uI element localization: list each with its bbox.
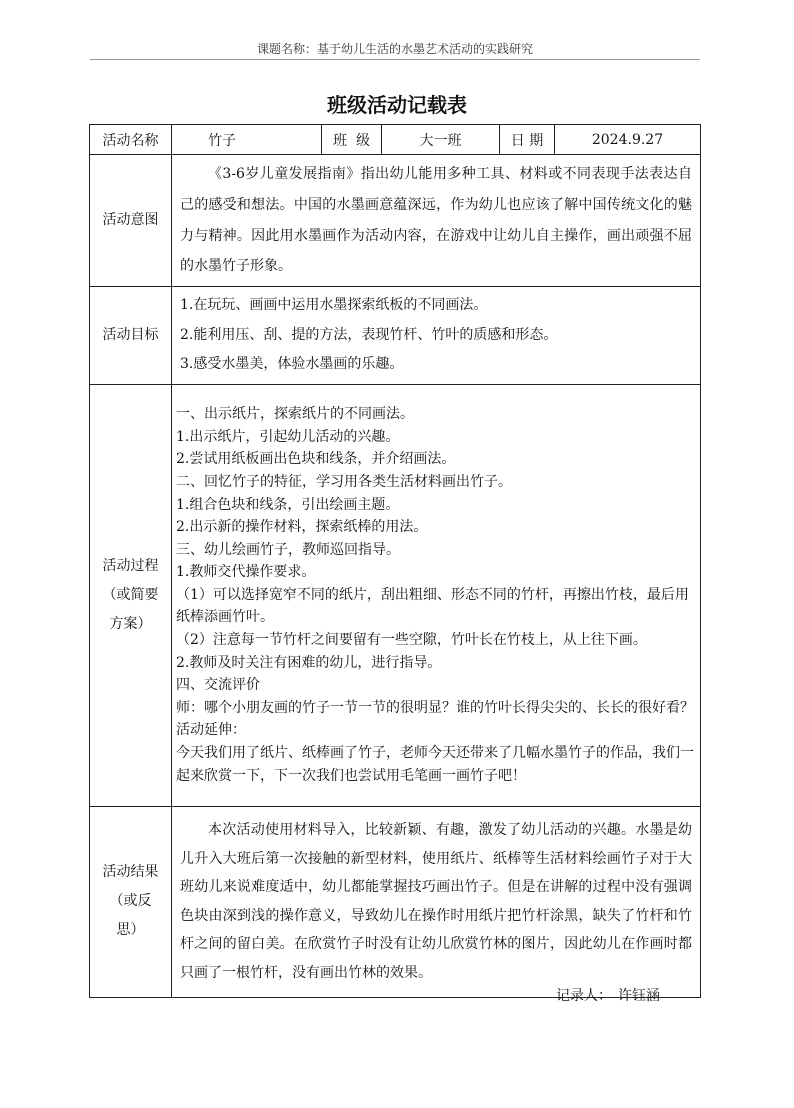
- intent-row: [90, 155, 701, 287]
- goals-label: 活动目标: [90, 287, 172, 385]
- process-line: 活动延伸：: [176, 722, 246, 739]
- basic-info-row: [90, 125, 701, 155]
- date-label: 日 期: [500, 125, 555, 155]
- class-value: 大一班: [382, 125, 500, 155]
- process-line: 今天我们用了纸片、纸棒画了竹子，老师今天还带来了几幅水墨竹子的作品，我们一起来欣赏一下，下一次我们也尝试用毛笔画一画竹子吧！: [176, 745, 694, 784]
- process-label: 活动过程: [102, 557, 159, 574]
- process-label-sub: 方案）: [109, 615, 152, 632]
- result-label-sub: 思）: [116, 922, 145, 939]
- process-line: 一、出示纸片，探索纸片的不同画法。: [176, 406, 414, 423]
- activity-name-label: 活动名称: [90, 125, 172, 155]
- date-value: 2024.9.27: [555, 125, 701, 155]
- process-row: [90, 384, 701, 806]
- result-text: 本次活动使用材料导入，比较新颖、有趣，激发了幼儿活动的兴趣。水墨是幼儿升入大班后第一次接触的新型材料，使用纸片、纸棒等生活材料绘画竹子对于大班幼儿来说难度适中，幼儿都能掌握技巧画出竹子。但是在讲解的过程中没有强调色块由深到浅的操作意义，导致幼儿在操作时用纸片把竹杆涂黑，缺失了竹杆和竹杆之间的留白美。在欣赏竹子时没有让幼儿欣赏竹林的图片，因此幼儿在作画时都只画了一根竹杆，没有画出竹林的效果。: [180, 822, 692, 981]
- process-line: 2.教师及时关注有困难的幼儿，进行指导。: [176, 654, 442, 671]
- process-line: 1.出示纸片，引起幼儿活动的兴趣。: [176, 428, 400, 445]
- process-line: 师：哪个小朋友画的竹子一节一节的很明显？谁的竹叶长得尖尖的、长长的很好看？: [176, 699, 694, 716]
- process-line: （2）注意每一节竹杆之间要留有一些空隙，竹叶长在竹枝上，从上往下画。: [176, 632, 647, 649]
- header-divider: [90, 59, 700, 60]
- activity-record-table: [89, 124, 701, 998]
- recorder-name: 许钰涵: [618, 988, 660, 1004]
- result-label: 活动结果: [102, 864, 159, 881]
- process-label-sub: （或简要: [102, 586, 159, 603]
- intent-text: 《3-6岁儿童发展指南》指出幼儿能用多种工具、材料或不同表现手法表达自己的感受和想法。中国的水墨画意蕴深远，作为幼儿也应该了解中国传统文化的魅力与精神。因此用水墨画作为活动内容，在游戏中让幼儿自主操作，画出顽强不屈的水墨竹子形象。: [180, 166, 692, 275]
- page-title: 班级活动记载表: [327, 93, 467, 117]
- goals-row: [90, 287, 701, 385]
- process-line: （1）可以选择宽窄不同的纸片，刮出粗细、形态不同的竹杆，再擦出竹枝，最后用纸棒添画竹叶。: [176, 586, 689, 626]
- class-label: 班 级: [322, 125, 382, 155]
- activity-name-value: 竹子: [172, 125, 322, 155]
- goal-item: 1.在玩玩、画画中运用水墨探索纸板的不同画法。: [180, 297, 488, 314]
- process-line: 1.教师交代操作要求。: [176, 564, 316, 581]
- intent-label: 活动意图: [90, 155, 172, 287]
- recorder-label: 记录人：: [556, 988, 612, 1004]
- result-label-sub: （或反: [109, 893, 152, 910]
- process-line: 2.尝试用纸板画出色块和线条，并介绍画法。: [176, 451, 456, 468]
- process-line: 2.出示新的操作材料，探索纸棒的用法。: [176, 519, 428, 536]
- process-line: 三、幼儿绘画竹子，教师巡回指导。: [176, 541, 400, 558]
- goal-item: 2.能利用压、刮、提的方法，表现竹杆、竹叶的质感和形态。: [180, 326, 558, 343]
- result-row: [90, 806, 701, 997]
- process-line: 四、交流评价: [176, 677, 260, 694]
- recorder-line: [556, 985, 660, 1005]
- process-line: 1.组合色块和线条，引出绘画主题。: [176, 496, 400, 513]
- process-line: 二、回忆竹子的特征，学习用各类生活材料画出竹子。: [176, 473, 512, 490]
- project-title-header: 课题名称：基于幼儿生活的水墨艺术活动的实践研究: [256, 42, 533, 56]
- goal-item: 3.感受水墨美，体验水墨画的乐趣。: [180, 356, 404, 373]
